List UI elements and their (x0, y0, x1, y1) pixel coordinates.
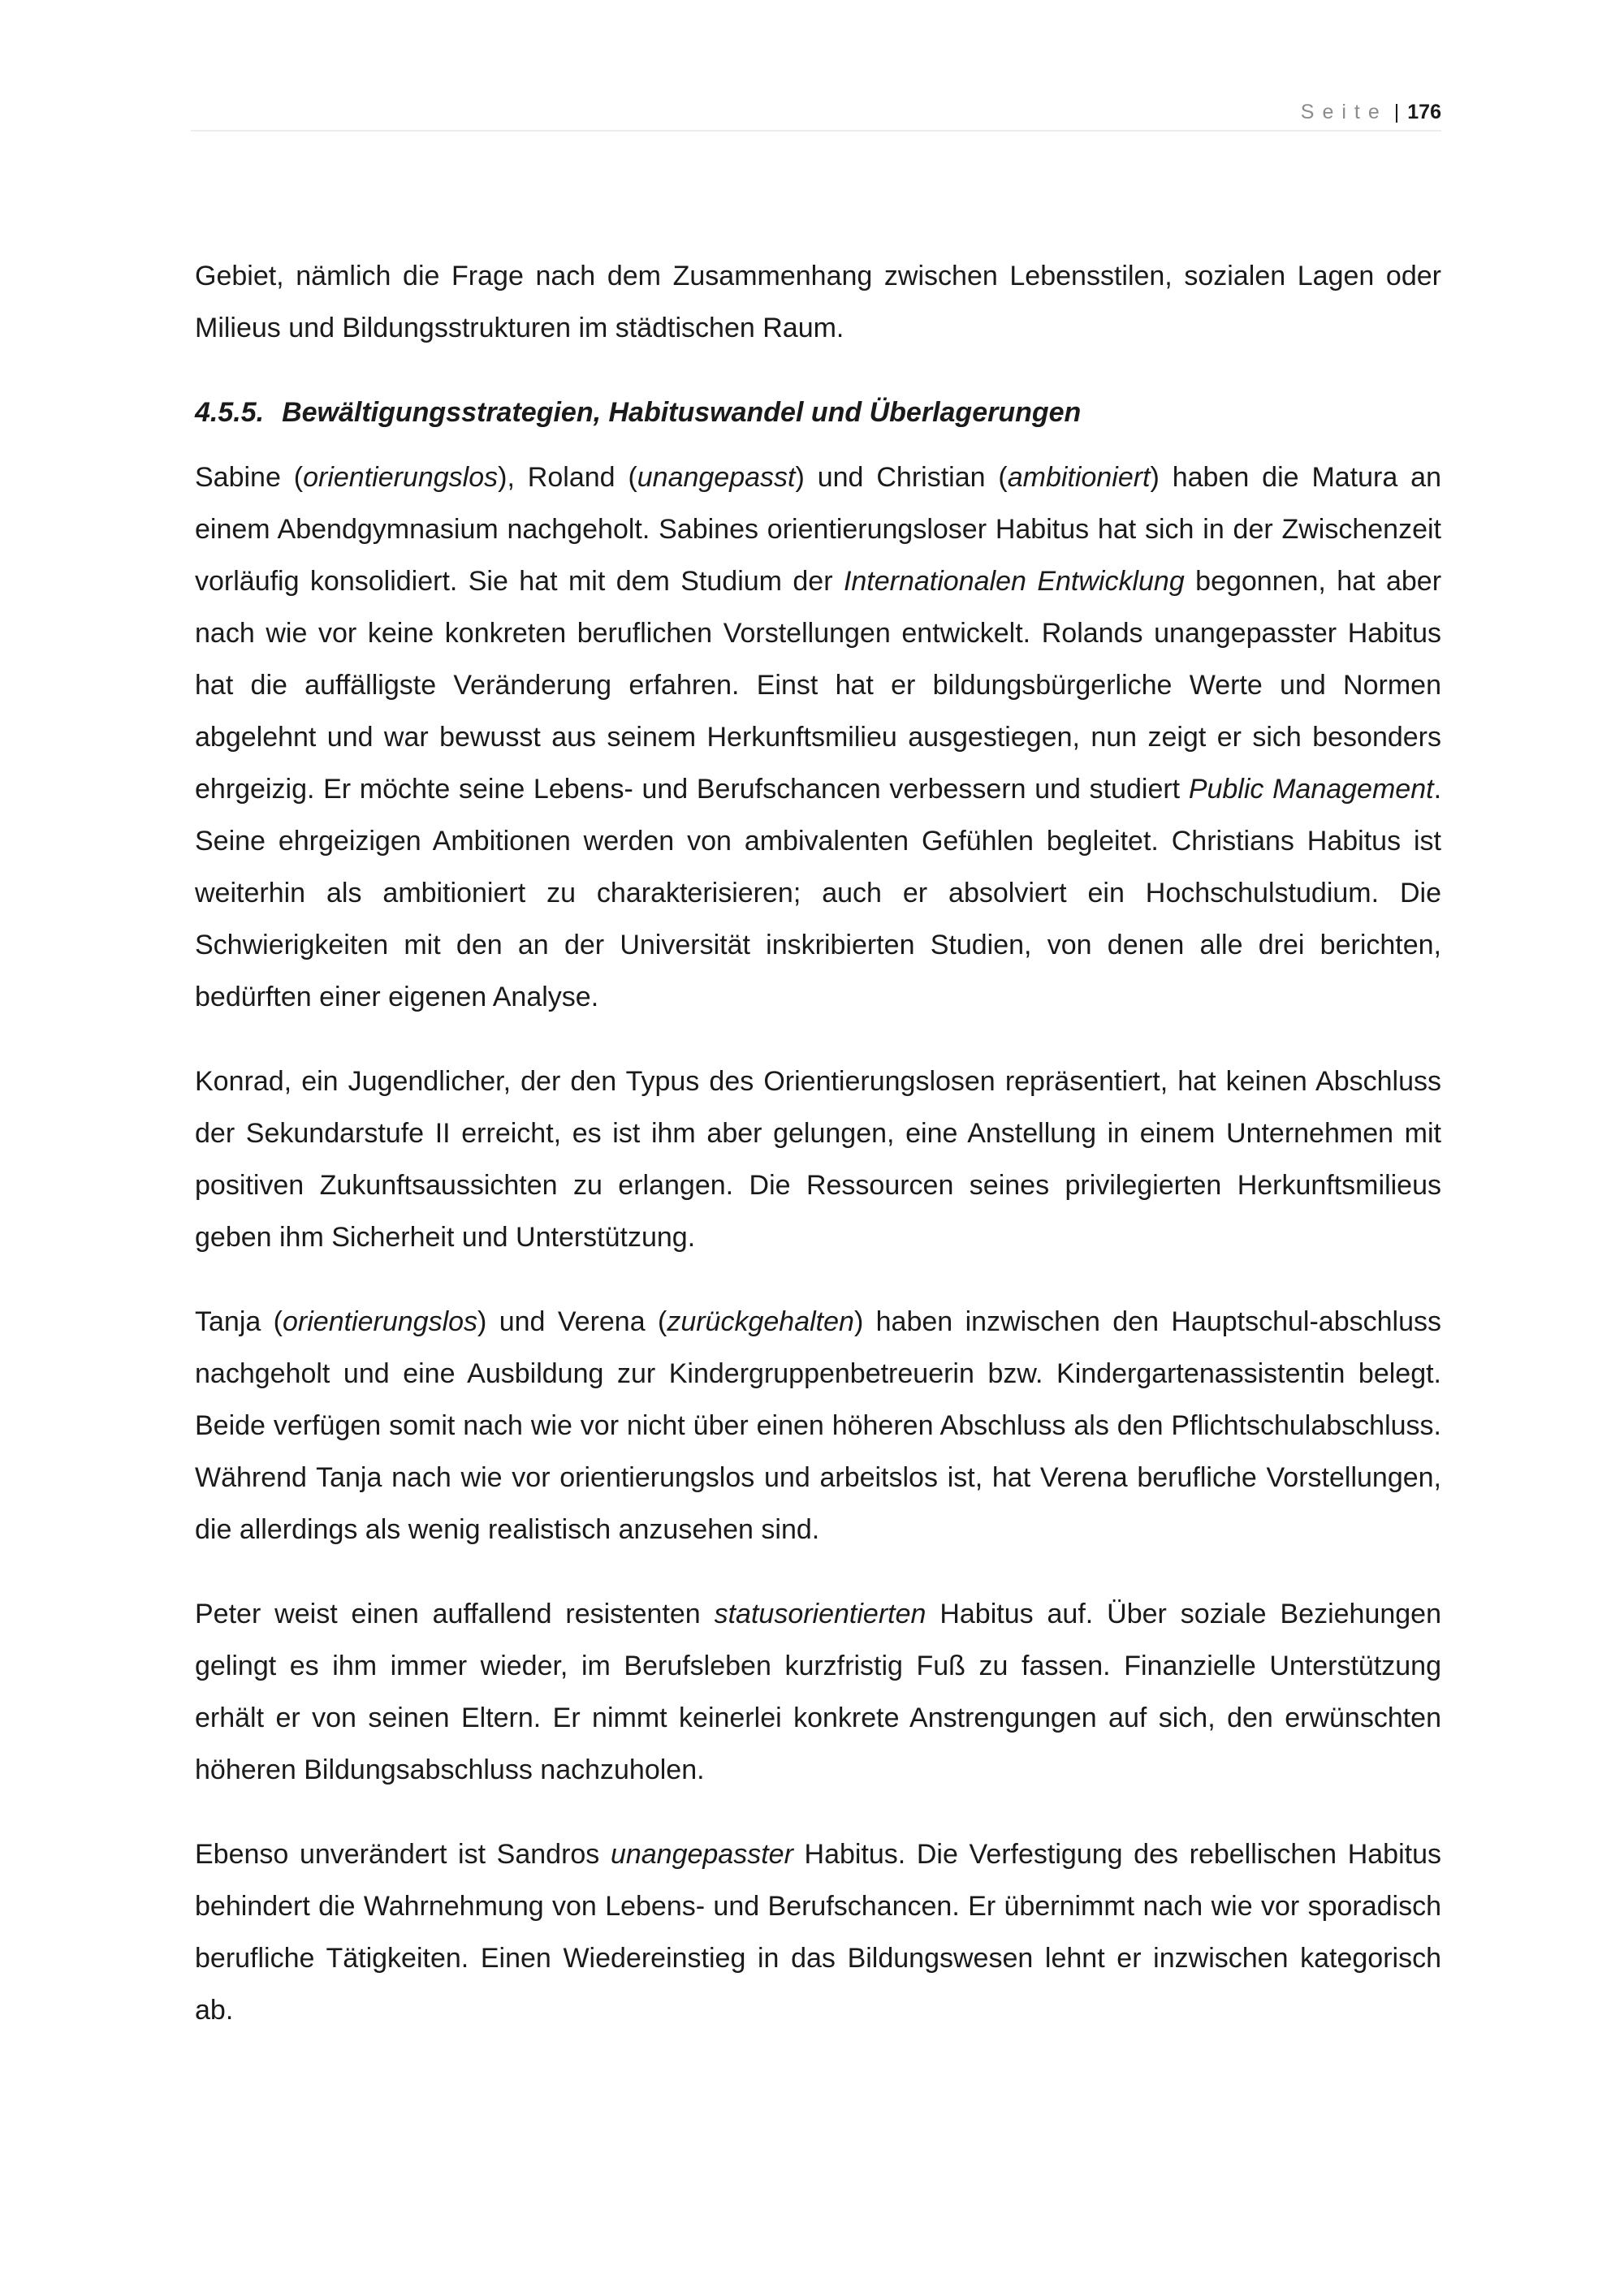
section-number: 4.5.5. (195, 397, 265, 428)
text-run: ) haben inzwischen den Hauptschul-abschluss nachgeholt und eine Ausbildung zur Kindergruppenbetreuerin bzw. Kindergartenassistentin belegt. Beide verfügen somit nach wie vor nicht über einen höheren Abschluss als den Pflichtschulabschluss. Während Tanja nach wie vor orientierungslos und arbeitslos ist, hat Verena berufliche Vorstellungen, die allerdings als wenig realistisch anzusehen sind. (195, 1306, 1441, 1545)
italic-run: zurückgehalten (667, 1306, 854, 1337)
text-run: ) haben die Matura an einem Abendgymnasium nachgeholt. Sabines orientierungsloser Habitus hat sich in der Zwischenzeit vorläufig konsolidiert. Sie hat mit dem Studium der (195, 462, 1441, 597)
paragraph-intro (195, 250, 1441, 354)
text-run: Habitus. Die Verfestigung des rebellischen Habitus behindert die Wahrnehmung von Lebens- und Berufschancen. Er übernimmt nach wie vor sporadisch berufliche Tätigkeiten. Einen Wiedereinstieg in das Bildungswesen lehnt er inzwischen kategorisch ab. (195, 1839, 1441, 2026)
paragraph-konrad (195, 1055, 1441, 1263)
italic-run: statusorientierten (714, 1599, 926, 1629)
italic-run: orientierungslos (303, 462, 499, 493)
section-title: Bewältigungsstrategien, Habituswandel und Überlagerungen (282, 397, 1082, 428)
italic-run: unangepasst (637, 462, 796, 493)
text-run: Peter weist einen auffallend resistenten (195, 1599, 715, 1629)
text-run: Tanja ( (195, 1306, 283, 1337)
page-body (195, 250, 1441, 2036)
italic-run: ambitioniert (1007, 462, 1151, 493)
section-heading (195, 386, 1441, 438)
text-run: Ebenso unverändert ist Sandros (195, 1839, 611, 1870)
text-run: ) und Christian ( (795, 462, 1008, 493)
paragraph-sabine-roland-christian (195, 451, 1441, 1023)
header-separator: | (1393, 100, 1400, 123)
paragraph-sandro (195, 1828, 1441, 2036)
page-number: 176 (1407, 100, 1441, 123)
paragraph-tanja-verena (195, 1296, 1441, 1556)
paragraph-text: Gebiet, nämlich die Frage nach dem Zusammenhang zwischen Lebensstilen, sozialen Lagen oder Milieus und Bildungsstrukturen im städtischen Raum. (195, 261, 1441, 343)
italic-run: unangepasster (610, 1839, 793, 1870)
paragraph-text: Konrad, ein Jugendlicher, der den Typus des Orientierungslosen repräsentiert, hat keinen Abschluss der Sekundarstufe II erreicht, es ist ihm aber gelungen, eine Anstellung in einem Unternehmen mit positiven Zukunftsaussichten zu erlangen. Die Ressourcen seines privilegierten Herkunftsmilieus geben ihm Sicherheit und Unterstützung. (195, 1066, 1441, 1253)
italic-run: orientierungslos (283, 1306, 478, 1337)
text-run: Habitus auf. Über soziale Beziehungen gelingt es ihm immer wieder, im Berufsleben kurzfristig Fuß zu fassen. Finanzielle Unterstützung erhält er von seinen Eltern. Er nimmt keinerlei konkrete Anstrengungen auf sich, den erwünschten höheren Bildungsabschluss nachzuholen. (195, 1599, 1441, 1785)
text-run: . Seine ehrgeizigen Ambitionen werden von ambivalenten Gefühlen begleitet. Christians Habitus ist weiterhin als ambitioniert zu charakterisieren; auch er absolviert ein Hochschulstudium. Die Schwierigkeiten mit den an der Universität inskribierten Studien, von denen alle drei berichten, bedürften einer eigenen Analyse. (195, 774, 1442, 1012)
italic-run: Public Management (1188, 774, 1434, 805)
page-header (191, 94, 1441, 132)
text-run: begonnen, hat aber nach wie vor keine konkreten beruflichen Vorstellungen entwickelt. Rolands unangepasster Habitus hat die auffälligste Veränderung erfahren. Einst hat er bildungsbürgerliche Werte und Normen abgelehnt und war bewusst aus seinem Herkunftsmilieu ausgestiegen, nun zeigt er sich besonders ehrgeizig. Er möchte seine Lebens- und Berufschancen verbessern und studiert (195, 566, 1442, 805)
text-run: Sabine ( (195, 462, 304, 493)
text-run: ) und Verena ( (477, 1306, 667, 1337)
paragraph-peter (195, 1588, 1441, 1796)
italic-run: Internationalen Entwicklung (843, 566, 1185, 597)
text-run: ), Roland ( (498, 462, 637, 493)
page-label: Seite (1300, 100, 1388, 123)
